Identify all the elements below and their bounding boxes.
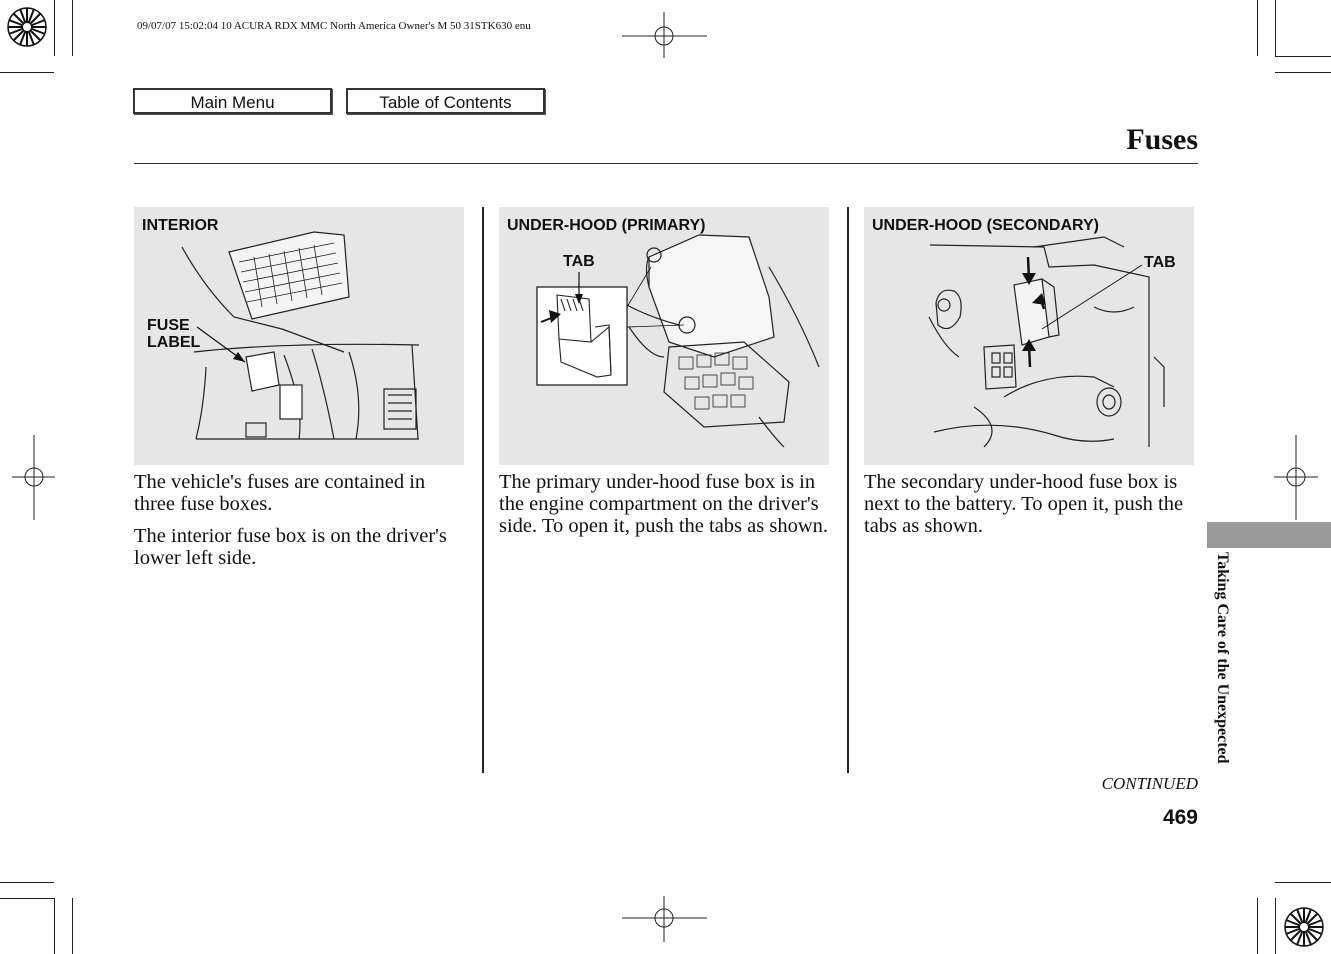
panel-label-secondary: UNDER-HOOD (SECONDARY) xyxy=(872,217,1099,234)
title-rule xyxy=(134,163,1198,164)
callout-label: LABEL xyxy=(147,334,201,351)
paragraph: The vehicle's fuses are contained in three fuse boxes. xyxy=(134,471,426,515)
main-menu-button[interactable] xyxy=(133,88,332,114)
interior-fuse-box-illustration xyxy=(134,207,464,465)
starburst-target-bottom-right xyxy=(1285,908,1323,946)
page-title: Fuses xyxy=(1126,123,1198,156)
column-divider xyxy=(847,207,849,773)
panel-label-interior: INTERIOR xyxy=(142,217,219,234)
main-menu-label: Main Menu xyxy=(190,93,275,112)
callout-fuse: FUSE xyxy=(147,317,190,334)
print-metadata: 09/07/07 15:02:04 10 ACURA RDX MMC North America Owner's M 50 31STK630 enu xyxy=(137,20,531,32)
fuse-label-callout xyxy=(147,317,200,351)
primary-drawing xyxy=(499,207,829,465)
page-number: 469 xyxy=(1162,806,1198,829)
column-divider xyxy=(482,207,484,773)
continued-label: CONTINUED xyxy=(1101,774,1198,793)
section-tab-marker xyxy=(1207,522,1331,548)
tab-callout-secondary: TAB xyxy=(1144,254,1176,271)
table-of-contents-button[interactable] xyxy=(346,88,545,114)
paragraph: The interior fuse box is on the driver's lower left side. xyxy=(134,525,447,569)
section-side-label: Taking Care of the Unexpected xyxy=(1214,552,1231,764)
tab-callout-primary: TAB xyxy=(563,253,595,270)
paragraph: The secondary under-hood fuse box is next to the battery. To open it, push the tabs as shown. xyxy=(864,471,1184,537)
interior-description xyxy=(134,471,464,579)
primary-fuse-box-illustration xyxy=(499,207,829,465)
panel-label-primary: UNDER-HOOD (PRIMARY) xyxy=(507,217,706,234)
primary-description xyxy=(499,471,829,547)
paragraph: The primary under-hood fuse box is in the engine compartment on the driver's side. To open it, push the tabs as shown. xyxy=(499,471,829,537)
table-of-contents-label: Table of Contents xyxy=(379,93,512,112)
secondary-drawing xyxy=(864,207,1194,465)
secondary-description xyxy=(864,471,1194,547)
secondary-fuse-box-illustration xyxy=(864,207,1194,465)
starburst-target-top-left xyxy=(8,8,46,46)
